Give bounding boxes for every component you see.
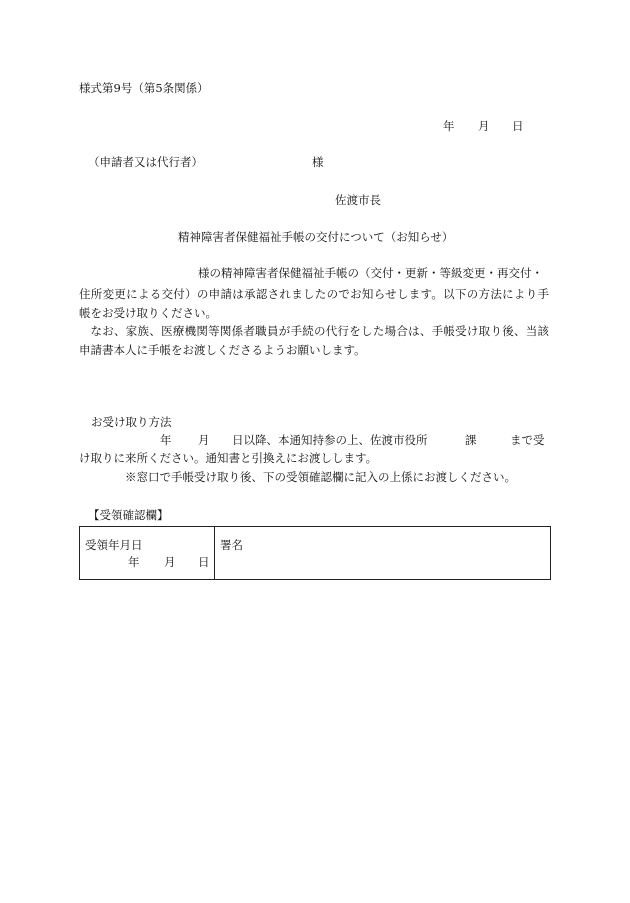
pickup-until: まで受	[510, 433, 545, 447]
receipt-year-label: 年	[128, 555, 140, 569]
pickup-section-label: 課	[465, 433, 477, 447]
receipt-day-label: 日	[198, 555, 210, 569]
pickup-month-label: 月	[198, 433, 210, 447]
pickup-year-label: 年	[160, 433, 172, 447]
pickup-day-after: 日以降、本通知持参の上、佐渡市役所	[232, 433, 428, 447]
applicant-label: （申請者又は代行者）	[88, 155, 203, 169]
receipt-divider	[214, 527, 215, 579]
issuer: 佐渡市長	[335, 193, 381, 207]
body-paragraph1-rest: 住所変更による交付）の申請は承認されましたのでお知らせします。以下の方法により手帳をお受け取りください。	[79, 287, 549, 320]
receipt-heading: 【受領確認欄】	[88, 508, 169, 522]
receipt-date-label: 受領年月日	[85, 538, 143, 552]
pickup-heading: お受け取り方法	[91, 415, 172, 429]
date-day-label: 日	[512, 119, 524, 133]
receipt-month-label: 月	[164, 555, 176, 569]
signature-field[interactable]: 署名	[220, 538, 243, 552]
receipt-table	[79, 526, 551, 580]
document-title: 精神障害者保健福祉手帳の交付について（お知らせ）	[178, 230, 454, 244]
pickup-line2: け取りに来所ください。通知書と引換えにお渡しします。	[79, 451, 378, 465]
body-paragraph1-line1: 様の精神障害者保健福祉手帳の（交付・更新・等級変更・再交付・	[198, 266, 543, 280]
date-month-label: 月	[478, 119, 490, 133]
body-paragraph2: なお、家族、医療機関等関係者職員が手続の代行をした場合は、手帳受け取り後、当該申請書本人に手帳をお渡しくださるようお願いします。	[79, 324, 549, 357]
date-year-label: 年	[443, 119, 455, 133]
applicant-honorific: 様	[312, 155, 324, 169]
pickup-note: ※窓口で手帳受け取り後、下の受領確認欄に記入の上係にお渡しください。	[125, 470, 516, 484]
form-number: 様式第9号（第5条関係）	[79, 81, 209, 95]
